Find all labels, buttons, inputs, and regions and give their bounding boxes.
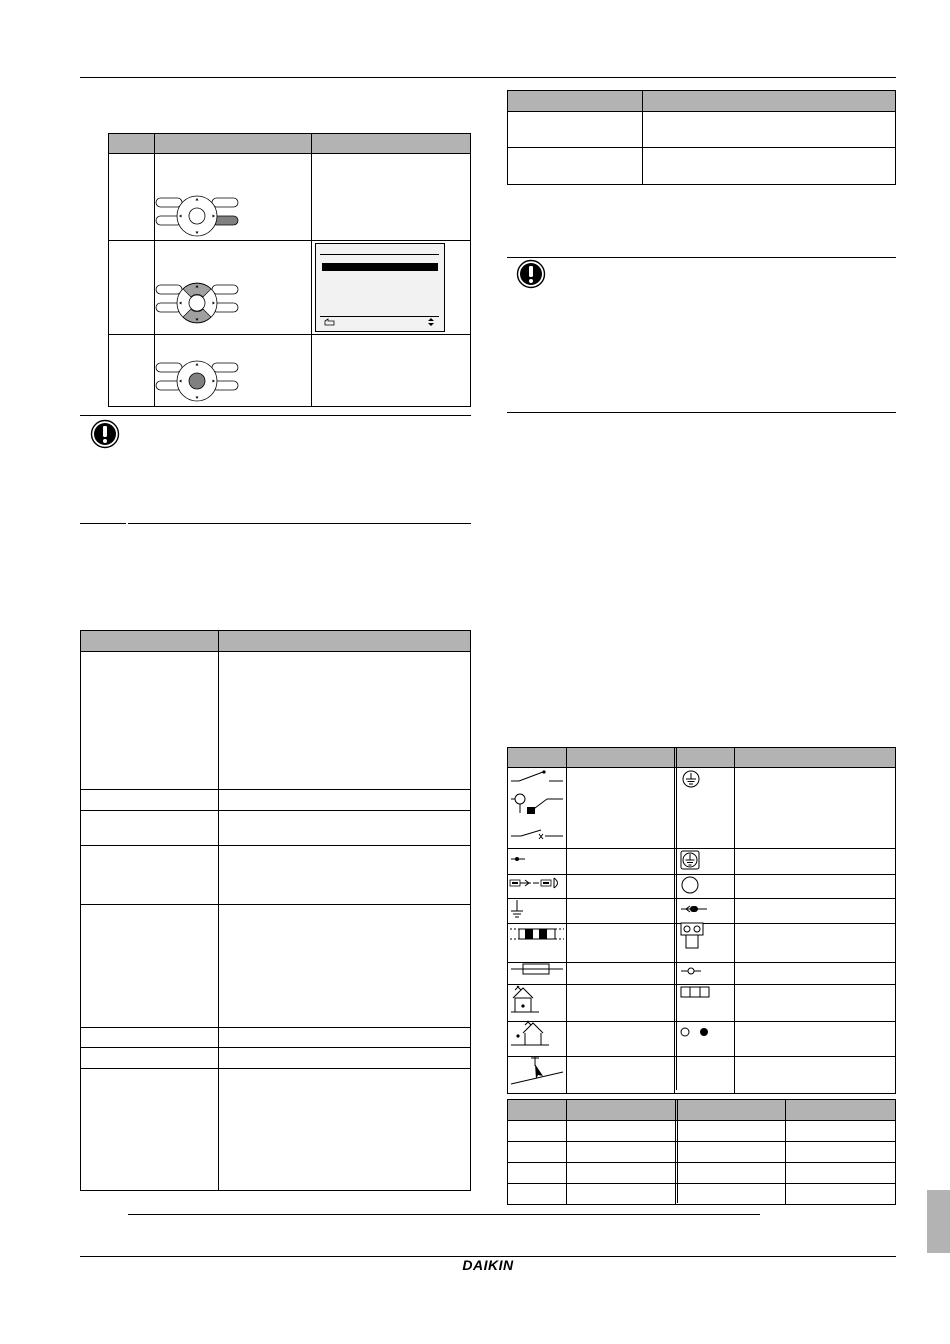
plug-symbol-icon (680, 902, 708, 916)
open-closed-dot-symbol-icon (679, 1025, 713, 1039)
table-header-row (508, 91, 896, 112)
terminal-symbol-icon (680, 965, 702, 977)
table-row (508, 1121, 896, 1142)
remote-controller-icon (153, 190, 243, 242)
brand-logo: DAIKIN (462, 1257, 514, 1273)
table-row (81, 905, 471, 1028)
table-header-row (508, 1100, 896, 1121)
table-row (508, 1184, 896, 1205)
table-header-row (508, 748, 896, 768)
relay-symbol-icon (680, 922, 704, 950)
table-row (81, 652, 471, 790)
table-row (508, 875, 896, 899)
notice-bottom-rule (128, 523, 471, 524)
table-header-row (109, 134, 471, 154)
wire-shield-symbol-icon (509, 926, 565, 942)
table-row (81, 1048, 471, 1069)
wire-colour-table (507, 1099, 896, 1205)
footnote-rule (128, 1214, 760, 1215)
exclamation-circle-icon (90, 419, 120, 449)
remote-controller-icon (153, 277, 243, 329)
lcd-screen-icon (315, 243, 445, 332)
switch-symbol-icon (509, 768, 565, 786)
connection-dot-icon (509, 853, 565, 865)
notice-top-rule (507, 257, 896, 258)
notice-bottom-rule (507, 412, 896, 413)
outdoor-unit-symbol-icon (509, 1019, 565, 1051)
table-row (508, 768, 896, 849)
switch-lamp-symbol-icon (509, 789, 565, 817)
table-header-row (81, 631, 471, 652)
circle-symbol-icon (680, 875, 700, 895)
breaker-symbol-icon (509, 826, 565, 842)
noiseless-earth-symbol-icon (680, 850, 700, 870)
table-row (508, 1142, 896, 1163)
table-row (508, 1163, 896, 1184)
table-row (508, 148, 896, 185)
fuse-symbol-icon (509, 962, 565, 976)
thermistor-symbol-icon (509, 1054, 565, 1088)
notice-bottom-rule (80, 523, 126, 524)
chapter-tab (927, 1190, 950, 1253)
exclamation-circle-icon (516, 259, 546, 289)
table-row (81, 1069, 471, 1191)
table-row (508, 849, 896, 875)
table-row (81, 1028, 471, 1048)
table-row (81, 790, 471, 811)
notice-top-rule (80, 415, 471, 416)
table-row (508, 112, 896, 148)
remote-controller-icon (153, 355, 243, 407)
symbol-legend-table (507, 747, 896, 1094)
table-row (81, 846, 471, 905)
table-row (81, 811, 471, 846)
settings-table (80, 630, 471, 1191)
protective-earth-symbol-icon (681, 769, 701, 789)
table-row (508, 1057, 896, 1094)
connector-symbol-icon (509, 876, 565, 890)
column-separator (677, 1099, 678, 1203)
header-rule (80, 77, 896, 78)
terminal-strip-symbol-icon (680, 986, 710, 998)
indoor-unit-symbol-icon (509, 984, 565, 1016)
column-separator (676, 747, 677, 1090)
info-table (507, 90, 896, 185)
earth-symbol-icon (509, 899, 565, 919)
